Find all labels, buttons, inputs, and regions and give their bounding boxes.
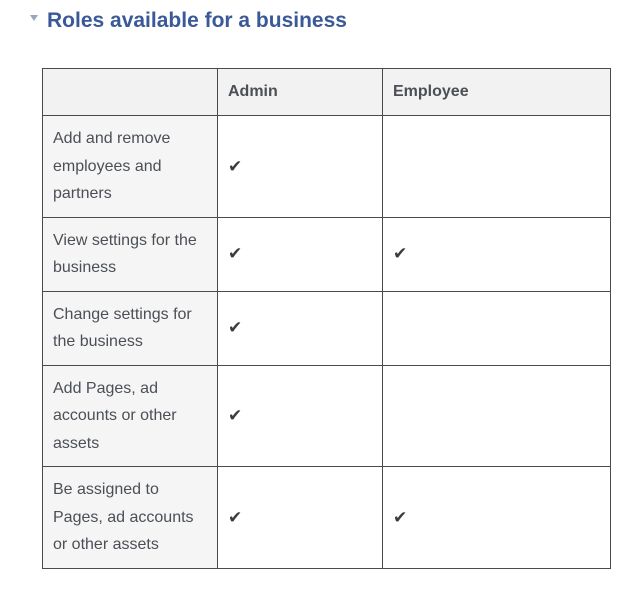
- admin-cell: [218, 365, 383, 467]
- collapse-triangle-icon[interactable]: [30, 15, 38, 21]
- employee-cell: [383, 291, 611, 365]
- checkmark-icon: ✔: [393, 507, 408, 527]
- header-cell-admin: Admin: [218, 69, 383, 116]
- admin-cell: [218, 116, 383, 218]
- feature-cell: Change settings for the business: [43, 291, 218, 365]
- header-cell-employee: Employee: [383, 69, 611, 116]
- checkmark-icon: ✔: [228, 156, 243, 176]
- feature-cell: Be assigned to Pages, ad accounts or other assets: [43, 467, 218, 569]
- checkmark-icon: ✔: [228, 318, 243, 338]
- section-header-toggle[interactable]: [30, 5, 347, 37]
- table-row: [43, 365, 611, 467]
- header-row: [43, 69, 611, 116]
- employee-cell: [383, 467, 611, 569]
- header-cell-feature: [43, 69, 218, 116]
- checkmark-icon: ✔: [228, 406, 243, 425]
- checkmark-icon: ✔: [228, 244, 243, 264]
- table-row: [43, 291, 611, 365]
- feature-cell: Add and remove employees and partners: [43, 116, 218, 218]
- table-row: [43, 467, 611, 569]
- table-row: [43, 217, 611, 291]
- feature-cell: View settings for the business: [43, 217, 218, 291]
- roles-table: [42, 68, 611, 569]
- employee-cell: [383, 116, 611, 218]
- section-title: Roles available for a business: [47, 9, 347, 32]
- admin-cell: [218, 291, 383, 365]
- admin-cell: [218, 217, 383, 291]
- checkmark-icon: ✔: [228, 507, 243, 527]
- checkmark-icon: ✔: [393, 244, 408, 264]
- feature-cell: Add Pages, ad accounts or other assets: [43, 365, 218, 467]
- table-row: [43, 116, 611, 218]
- admin-cell: [218, 467, 383, 569]
- employee-cell: [383, 217, 611, 291]
- employee-cell: [383, 365, 611, 467]
